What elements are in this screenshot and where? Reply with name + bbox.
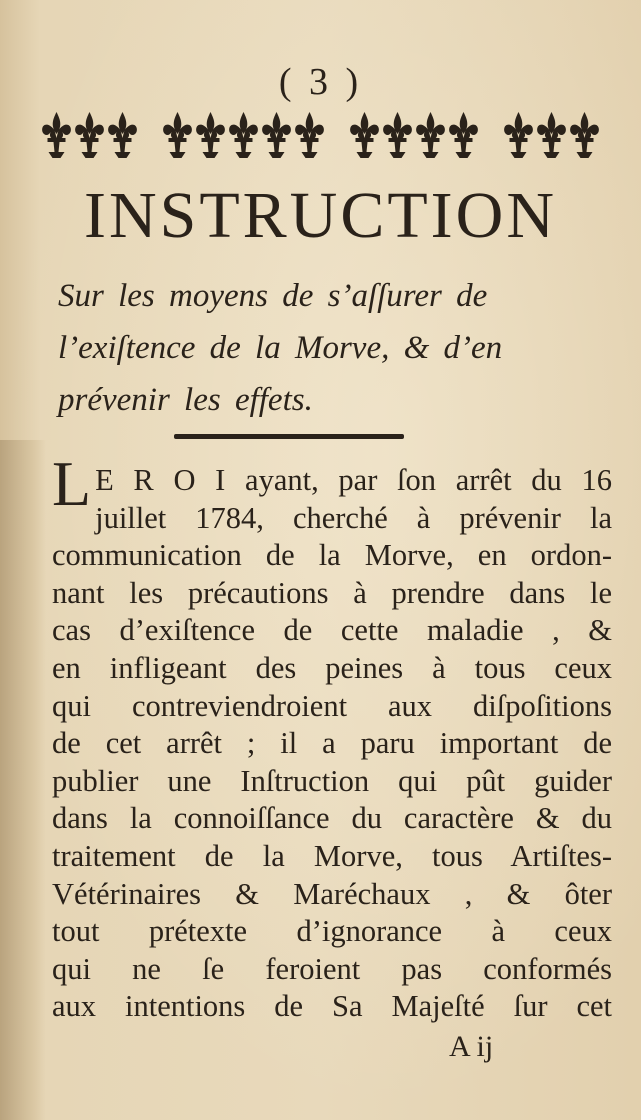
subtitle-line: prévenir les effets.: [58, 382, 313, 418]
body-line: de cet arrêt ; il a paru important de: [52, 726, 612, 761]
body-line: cas d’exiſtence de cette maladie , &: [52, 613, 612, 648]
body-line: qui contreviendroient aux diſpoſitions: [52, 688, 612, 723]
fleuron-icon: [163, 112, 192, 158]
fleuron-icon: [537, 112, 566, 158]
fleuron-icon: [108, 112, 137, 158]
fleuron-icon: [570, 112, 599, 158]
body-line: E R O I ayant, par ſon arrêt du 16: [95, 463, 612, 497]
body-line: dans la connoiſſance du caractère & du: [52, 801, 612, 836]
body-line: qui ne ſe feroient pas conformés: [52, 951, 612, 986]
body-line: publier une Inſtruction qui pût guider: [52, 763, 612, 798]
body-line: traitement de la Morve, tous Artiſtes-: [52, 838, 612, 873]
body-line: Vétérinaires & Maréchaux , & ôter: [52, 876, 612, 911]
fleuron-ornament-row: [0, 104, 641, 164]
signature-mark-text: A ij: [449, 1030, 494, 1063]
body-line: tout prétexte d’ignorance à ceux: [52, 914, 612, 949]
fleuron-icon: [383, 112, 412, 158]
fleuron-icon: [196, 112, 225, 158]
body-text: [52, 448, 612, 1026]
fleuron-icon: [416, 112, 445, 158]
page-gutter-shadow: [0, 440, 46, 1120]
document-heading: INSTRUCTION: [84, 179, 557, 252]
body-line: nant les précautions à prendre dans le: [52, 575, 612, 610]
subtitle-line: l’exiſtence de la Morve, & d’en: [58, 330, 503, 366]
page-number: ( 3 ): [278, 61, 363, 103]
fleuron-icon: [42, 112, 71, 158]
fleuron-icon: [75, 112, 104, 158]
body-line: juillet 1784, cherché à prévenir la: [95, 500, 612, 535]
fleuron-icon: [350, 112, 379, 158]
divider-rule: [174, 434, 404, 439]
heading-subtitle: [58, 270, 598, 426]
fleuron-icon: [229, 112, 258, 158]
body-line: aux intentions de Sa Majeſté ſur cet: [52, 989, 612, 1024]
body-line: communication de la Morve, en ordon-: [52, 538, 612, 573]
subtitle-line: Sur les moyens de s’aſſurer de: [58, 278, 488, 314]
fleuron-icon: [449, 112, 478, 158]
fleuron-icon: [262, 112, 291, 158]
drop-cap: L: [52, 448, 92, 519]
body-line: en infligeant des peines à tous ceux: [52, 650, 612, 685]
fleuron-icon: [295, 112, 324, 158]
fleuron-icon: [504, 112, 533, 158]
